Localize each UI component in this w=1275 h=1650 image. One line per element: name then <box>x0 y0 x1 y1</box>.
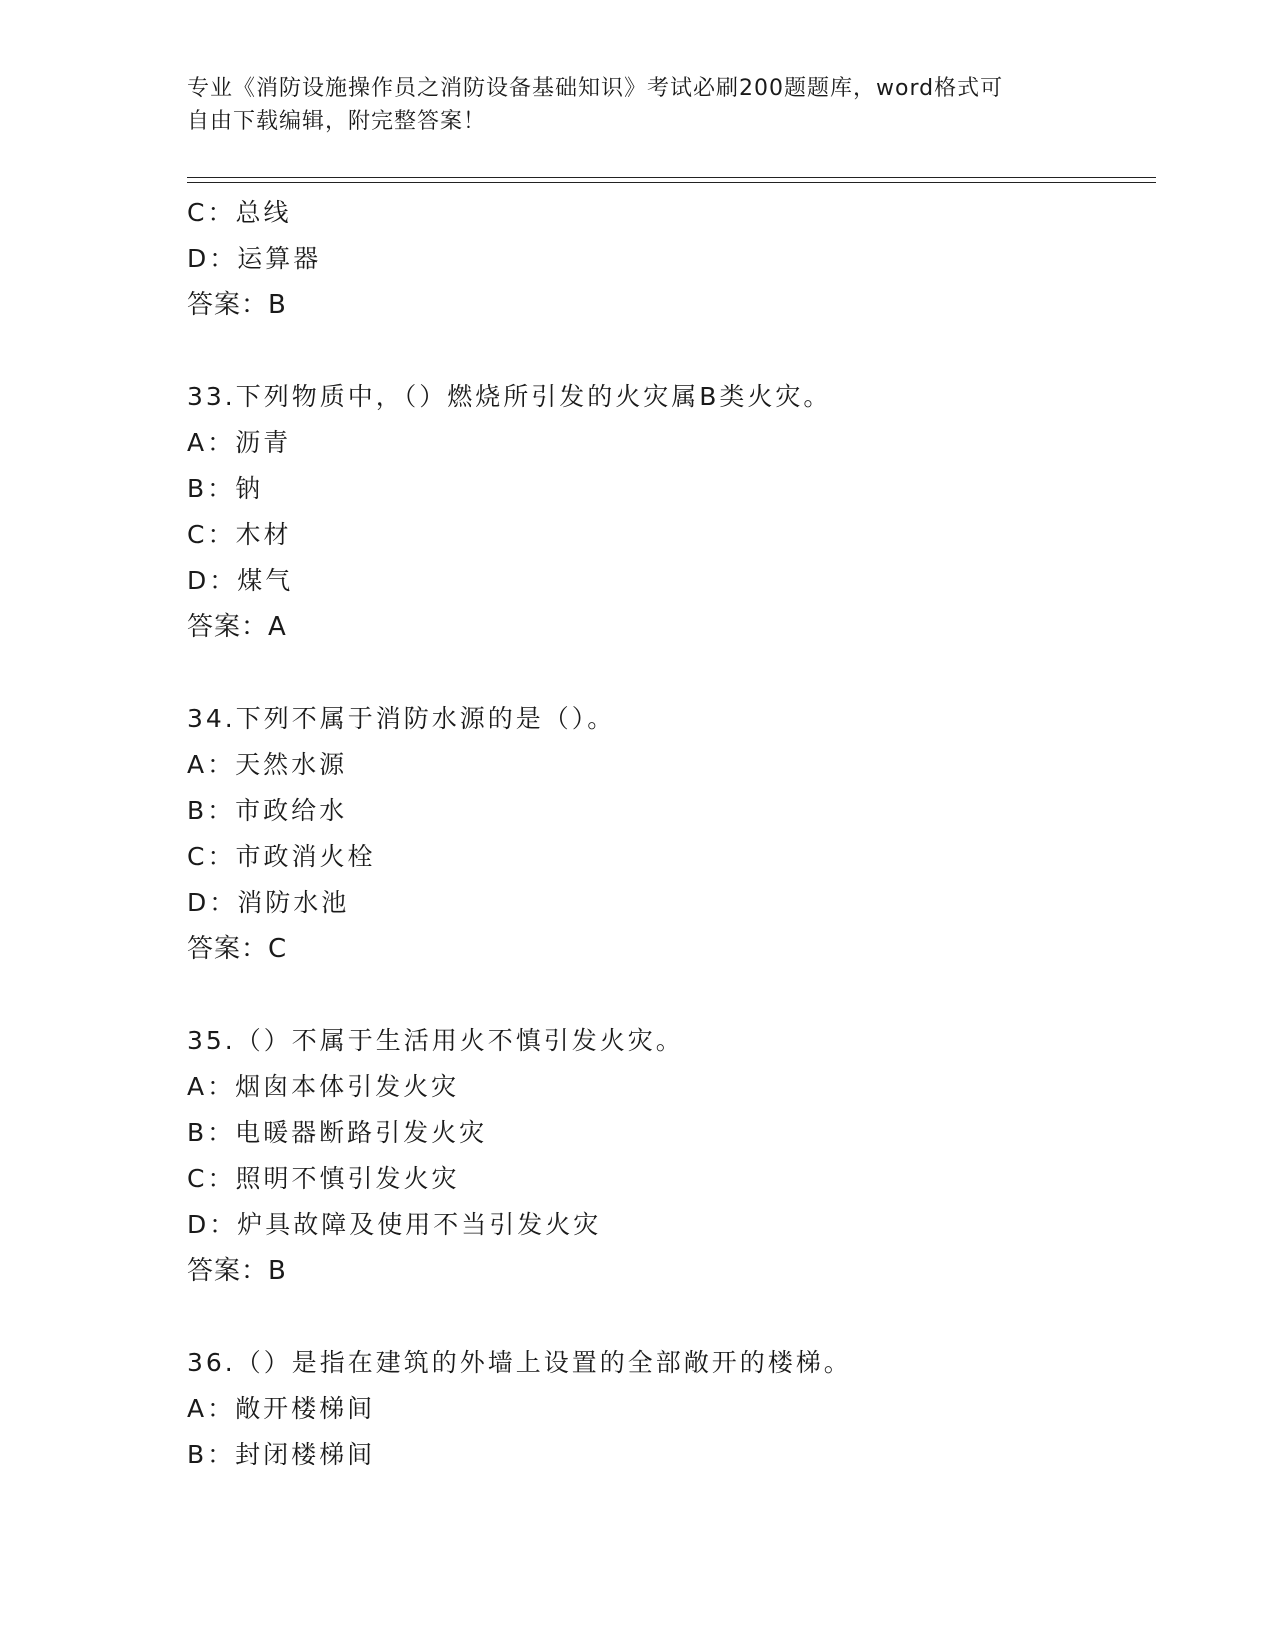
option-d: D：煤气 <box>187 566 294 595</box>
option-b: B：钠 <box>187 474 264 503</box>
question-36 <box>187 1340 1147 1478</box>
question-stem: 35.（）不属于生活用火不慎引发火灾。 <box>187 1026 684 1055</box>
option-c: C：照明不慎引发火灾 <box>187 1164 460 1193</box>
question-33 <box>187 374 1147 650</box>
option-a: A：烟囱本体引发火灾 <box>187 1072 460 1101</box>
question-34 <box>187 696 1147 972</box>
option-b: B：电暖器断路引发火灾 <box>187 1118 488 1147</box>
header-divider-bottom <box>187 182 1156 183</box>
spacer <box>187 650 1147 696</box>
answer-line: 答案：C <box>187 934 288 964</box>
option-b: B：市政给水 <box>187 796 348 825</box>
answer-line: 答案：B <box>187 290 287 320</box>
option-d: D：炉具故障及使用不当引发火灾 <box>187 1210 602 1239</box>
spacer <box>187 972 1147 1018</box>
option-a: A：沥青 <box>187 428 292 457</box>
spacer <box>187 1294 1147 1340</box>
question-32-continuation <box>187 190 1147 328</box>
document-header <box>187 72 1067 138</box>
option-b: B：封闭楼梯间 <box>187 1440 376 1469</box>
header-divider-top <box>187 177 1156 178</box>
option-d: D：消防水池 <box>187 888 350 917</box>
option-c: C：市政消火栓 <box>187 842 376 871</box>
option-a: A：天然水源 <box>187 750 348 779</box>
spacer <box>187 328 1147 374</box>
question-list <box>187 190 1147 1478</box>
option-d: D：运算器 <box>187 244 322 273</box>
answer-line: 答案：A <box>187 612 287 642</box>
question-stem: 34.下列不属于消防水源的是（）。 <box>187 704 616 733</box>
option-a: A：敞开楼梯间 <box>187 1394 376 1423</box>
header-title-line1: 专业《消防设施操作员之消防设备基础知识》考试必刷200题题库，word格式可 <box>187 76 1004 101</box>
option-c: C：木材 <box>187 520 292 549</box>
question-35 <box>187 1018 1147 1294</box>
answer-line: 答案：B <box>187 1256 287 1286</box>
option-c: C：总线 <box>187 198 292 227</box>
question-stem: 33.下列物质中，（）燃烧所引发的火灾属B类火灾。 <box>187 382 832 411</box>
header-title-line2: 自由下载编辑，附完整答案！ <box>187 109 487 134</box>
question-stem: 36.（）是指在建筑的外墙上设置的全部敞开的楼梯。 <box>187 1348 852 1377</box>
